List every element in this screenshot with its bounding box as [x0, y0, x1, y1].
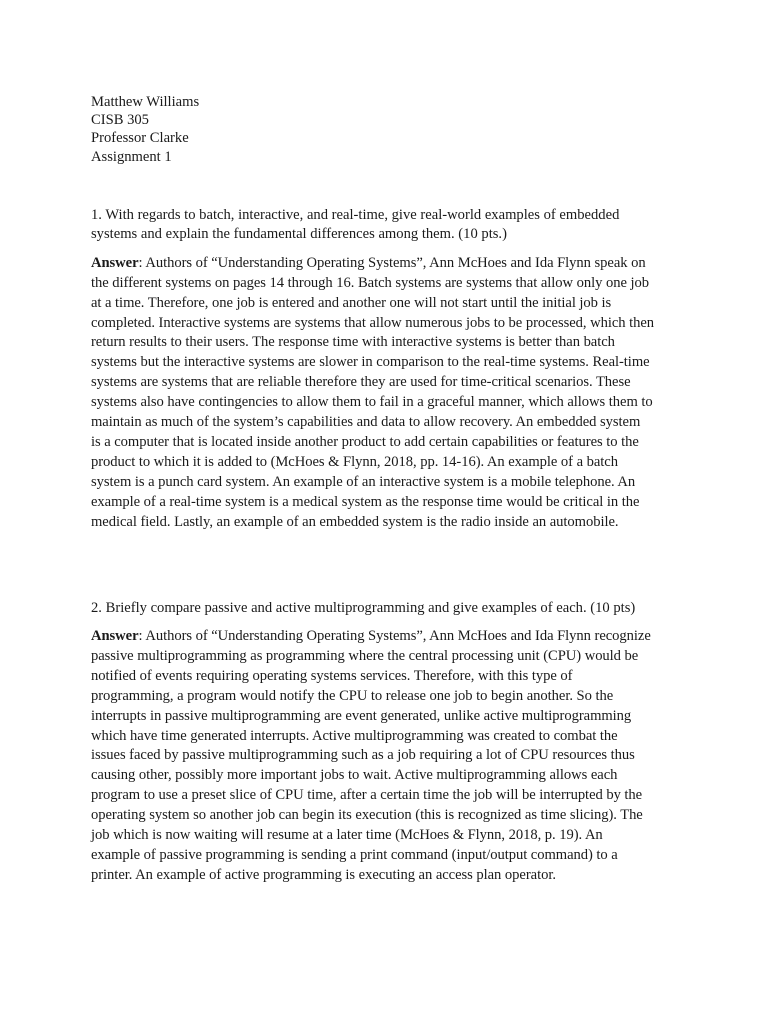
document-page	[91, 93, 691, 886]
answer-label: Answer	[91, 254, 139, 271]
answer-line: at a time. Therefore, one job is entered and another one will not start until the initial job is	[91, 294, 612, 311]
answer-line: completed. Interactive systems are systems that allow numerous jobs to be processed, which then	[91, 314, 655, 331]
document-header	[91, 93, 691, 166]
answer-line: which have time generated interrupts. Active multiprogramming was created to combat the	[91, 727, 618, 744]
answer-line: is a computer that is located inside another product to add certain capabilities or features to the	[91, 433, 639, 450]
answer-line: example of passive programming is sending a print command (input/output command) to a	[91, 846, 618, 863]
answer-line	[91, 627, 691, 647]
question-2	[91, 599, 691, 619]
answer-first-line: : Authors of “Understanding Operating Systems”, Ann McHoes and Ida Flynn speak on	[138, 254, 646, 271]
assignment-title: Assignment 1	[91, 148, 172, 165]
question-1-text	[91, 206, 691, 245]
answer-line: medical field. Lastly, an example of an embedded system is the radio inside an automobile.	[91, 513, 619, 530]
author-name: Matthew Williams	[91, 94, 200, 110]
answer-2-text	[91, 627, 691, 886]
answer-line: interrupts in passive multiprogramming are event generated, unlike active multiprogramming	[91, 707, 632, 724]
answer-line: product to which it is added to (McHoes & Flynn, 2018, pp. 14-16). An example of a batch	[91, 453, 618, 470]
course-code: CISB 305	[91, 112, 149, 129]
answer-line	[91, 254, 691, 274]
answer-line: passive multiprogramming as programming where the central processing unit (CPU) would be	[91, 647, 639, 664]
answer-line: return results to their users. The response time with interactive systems is better than batch	[91, 334, 615, 351]
answer-line: job which is now waiting will resume at a later time (McHoes & Flynn, 2018, p. 19). An	[91, 827, 603, 844]
question-2-text	[91, 599, 691, 619]
answer-first-line: : Authors of “Understanding Operating Systems”, Ann McHoes and Ida Flynn recognize	[138, 628, 651, 644]
question-line: 2. Briefly compare passive and active multiprogramming and give examples of each. (10 pts)	[91, 599, 636, 616]
answer-line: notified of events requiring operating systems services. Therefore, with this type of	[91, 667, 573, 684]
answer-line: systems but the interactive systems are slower in comparison to the real-time systems. Real-time	[91, 354, 650, 371]
answer-line: issues faced by passive multiprogramming such as a job requiring a lot of CPU resources thus	[91, 747, 635, 764]
answer-line: program to use a preset slice of CPU time, after a certain time the job will be interrupted by the	[91, 787, 643, 804]
answer-line: programming, a program would notify the CPU to release one job to begin another. So the	[91, 687, 614, 704]
answer-line: the different systems on pages 14 through 16. Batch systems are systems that allow only one job	[91, 274, 649, 291]
question-line: systems and explain the fundamental differences among them. (10 pts.)	[91, 226, 507, 243]
answer-line: systems also have contingencies to allow them to fail in a graceful manner, which allows them to	[91, 394, 653, 411]
answer-line: maintain as much of the system’s capabilities and data to allow recovery. An embedded system	[91, 414, 641, 431]
answer-label: Answer	[91, 628, 139, 644]
answer-1	[91, 254, 691, 533]
answer-1-text	[91, 254, 691, 533]
answer-2	[91, 627, 691, 886]
answer-line: systems are systems that are reliable therefore they are used for time-critical scenarios. These	[91, 374, 631, 391]
answer-line: operating system so another job can begin its execution (this is recognized as time slicing). The	[91, 807, 643, 824]
answer-line: printer. An example of active programming is executing an access plan operator.	[91, 866, 556, 883]
answer-line: example of a real-time system is a medical system as the response time would be critical in the	[91, 493, 640, 510]
question-1	[91, 206, 691, 245]
answer-line: system is a punch card system. An example of an interactive system is a mobile telephone. An	[91, 473, 636, 490]
professor-name: Professor Clarke	[91, 130, 189, 147]
answer-line: causing other, possibly more important jobs to wait. Active multiprogramming allows each	[91, 767, 618, 784]
question-line: 1. With regards to batch, interactive, and real-time, give real-world examples of embedded	[91, 206, 620, 223]
